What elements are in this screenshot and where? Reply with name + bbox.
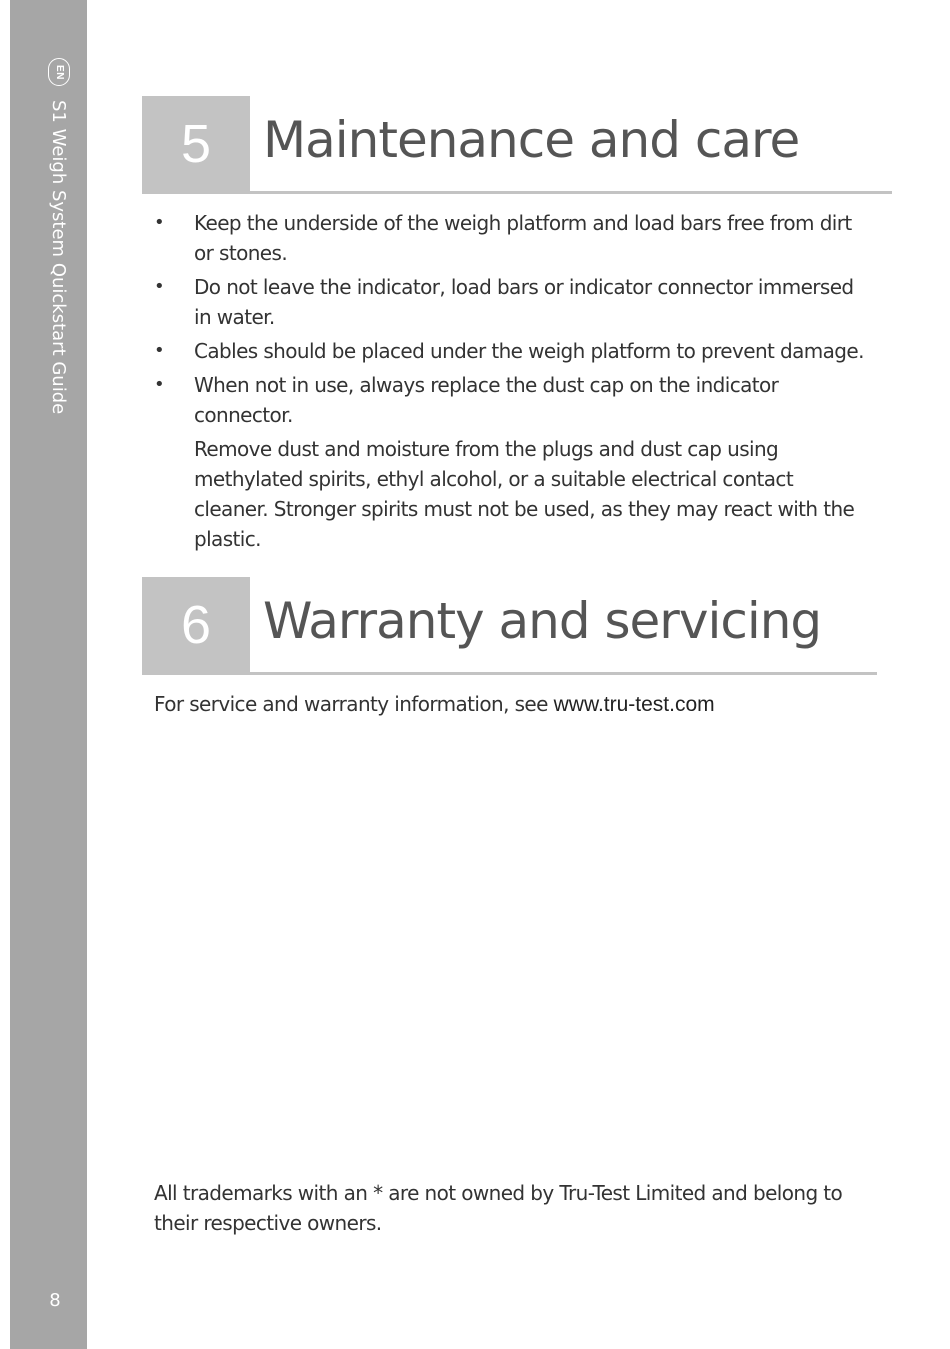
section-number: 6 <box>142 577 250 673</box>
website-link[interactable]: www.tru-test.com <box>553 693 715 716</box>
bullet-icon: • <box>154 374 165 395</box>
sidebar <box>10 0 87 1349</box>
bullet-icon: • <box>154 212 165 233</box>
list-item <box>154 208 864 268</box>
list-item <box>154 370 864 554</box>
section-rule <box>142 191 892 194</box>
list-item <box>154 272 864 332</box>
language-badge <box>48 58 70 86</box>
list-item <box>154 336 864 366</box>
warranty-text <box>154 689 864 720</box>
bullet-icon: • <box>154 340 165 361</box>
guide-title: S1 Weigh System Quickstart Guide <box>48 100 69 415</box>
bullet-icon: • <box>154 276 165 297</box>
list-item-text: When not in use, always replace the dust cap on the indicator connector. <box>194 373 779 427</box>
section-5-header <box>142 96 892 194</box>
list-item-text: Keep the underside of the weigh platform and load bars free from dirt or stones. <box>194 211 852 265</box>
section-6-header <box>142 577 877 675</box>
list-item-text: Do not leave the indicator, load bars or indicator connector immersed in water. <box>194 275 854 329</box>
section-title: Warranty and servicing <box>263 592 822 650</box>
language-label: EN <box>53 64 65 80</box>
list-item-extra-text: Remove dust and moisture from the plugs and dust cap using methylated spirits, ethyl alcohol, or a suitable electrical contact cleaner. Stronger spirits must not be used, as they may react with the plastic. <box>194 437 855 551</box>
section-rule <box>142 672 877 675</box>
section-number: 5 <box>142 96 250 192</box>
section-title: Maintenance and care <box>263 111 800 169</box>
maintenance-list <box>154 208 864 558</box>
trademark-note: All trademarks with an * are not owned by Tru-Test Limited and belong to their respective owners. <box>154 1181 843 1235</box>
list-item-text: Cables should be placed under the weigh platform to prevent damage. <box>194 339 864 363</box>
page-number: 8 <box>49 1290 61 1311</box>
warranty-text-lead: For service and warranty information, see <box>154 692 554 716</box>
